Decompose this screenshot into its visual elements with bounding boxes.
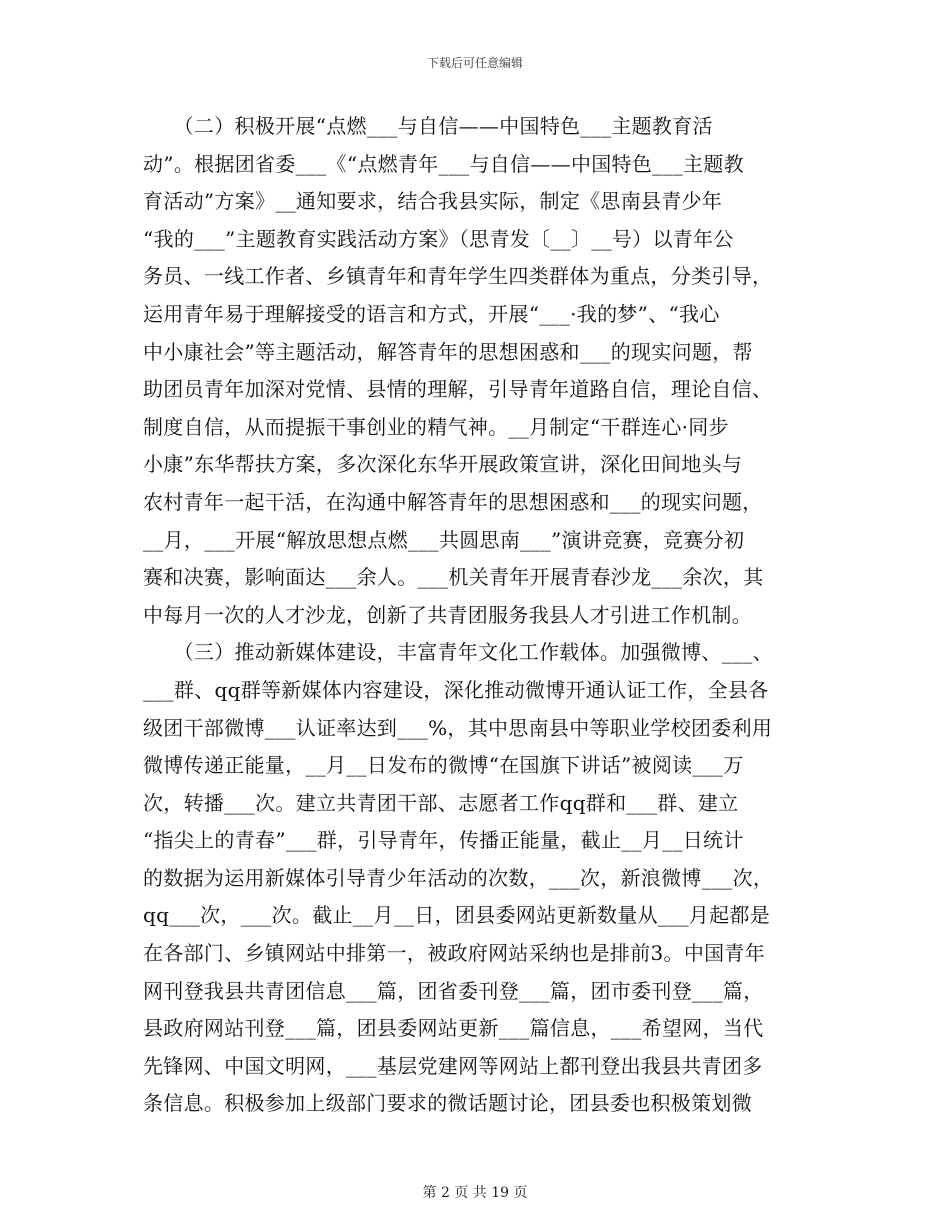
body-line: 在各部门、乡镇网站中排第一，被政府网站采纳也是排前3。中国青年: [143, 941, 766, 966]
body-line: “指尖上的青春”___群，引导青年，传播正能量，截止__月__日统计: [143, 828, 744, 853]
body-line: 中每月一次的人才沙龙，创新了共青团服务我县人才引进工作机制。: [143, 602, 752, 627]
body-line: 条信息。积极参加上级部门要求的微话题讨论，团县委也积极策划微: [143, 1091, 752, 1116]
page-footer: 第 2 页 共 19 页: [422, 1185, 528, 1201]
document-body: [143, 108, 823, 1123]
body-line: “我的___”主题教育实践活动方案》（思青发〔__〕__号）以青年公: [143, 226, 734, 251]
body-line: 助团员青年加深对党情、县情的理解，引导青年道路自信，理论自信、: [143, 377, 773, 402]
body-line: 中小康社会”等主题活动，解答青年的思想困惑和___的现实问题，帮: [143, 339, 753, 364]
body-line: 级团干部微博___认证率达到___%，其中思南县中等职业学校团委利用: [143, 715, 773, 740]
body-line: 动”。根据团省委___《“点燃青年___与自信——中国特色___主题教: [143, 151, 744, 176]
body-line: （三）推动新媒体建设，丰富青年文化工作载体。加强微博、___、: [143, 640, 773, 665]
body-line: 的数据为运用新媒体引导青少年活动的次数，___次，新浪微博___次，: [143, 865, 774, 890]
body-line: 农村青年一起干活，在沟通中解答青年的思想困惑和___的现实问题，: [143, 489, 763, 514]
body-line: 小康”东华帮扶方案，多次深化东华开展政策宣讲，深化田间地头与: [143, 452, 743, 477]
body-line: 先锋网、中国文明网，___基层党建网等网站上都刊登出我县共青团多: [143, 1053, 763, 1078]
body-line: 育活动”方案》__通知要求，结合我县实际，制定《思南县青少年: [143, 189, 723, 214]
body-line: 网刊登我县共青团信息___篇，团省委刊登___篇，团市委刊登___篇，: [143, 978, 764, 1003]
page-header: 下载后可任意编辑: [426, 56, 523, 70]
body-line: 县政府网站刊登___篇，团县委网站更新___篇信息，___希望网，当代: [143, 1016, 764, 1041]
body-line: （二）积极开展“点燃___与自信——中国特色___主题教育活: [143, 114, 713, 138]
body-line: qq___次，___次。截止__月__日，团县委网站更新数量从___月起都是: [143, 903, 771, 928]
body-line: 务员、一线工作者、乡镇青年和青年学生四类群体为重点，分类引导，: [143, 264, 773, 289]
body-line: ___群、qq群等新媒体内容建设，深化推动微博开通认证工作，全县各: [143, 677, 769, 702]
body-line: 运用青年易于理解接受的语言和方式，开展“___·我的梦”、“我心: [143, 301, 720, 326]
body-line: __月，___开展“解放思想点燃___共圆思南___”演讲竞赛，竞赛分初: [143, 527, 745, 552]
body-line: 次，转播___次。建立共青团干部、志愿者工作qq群和___群、建立: [143, 790, 739, 815]
body-line: 微博传递正能量，__月__日发布的微博“在国旗下讲话”被阅读___万: [143, 753, 744, 778]
body-line: 制度自信，从而提振干事创业的精气神。__月制定“干群连心·同步: [143, 414, 729, 439]
body-line: 赛和决赛，影响面达___余人。___机关青年开展青春沙龙___余次，其: [143, 565, 764, 590]
